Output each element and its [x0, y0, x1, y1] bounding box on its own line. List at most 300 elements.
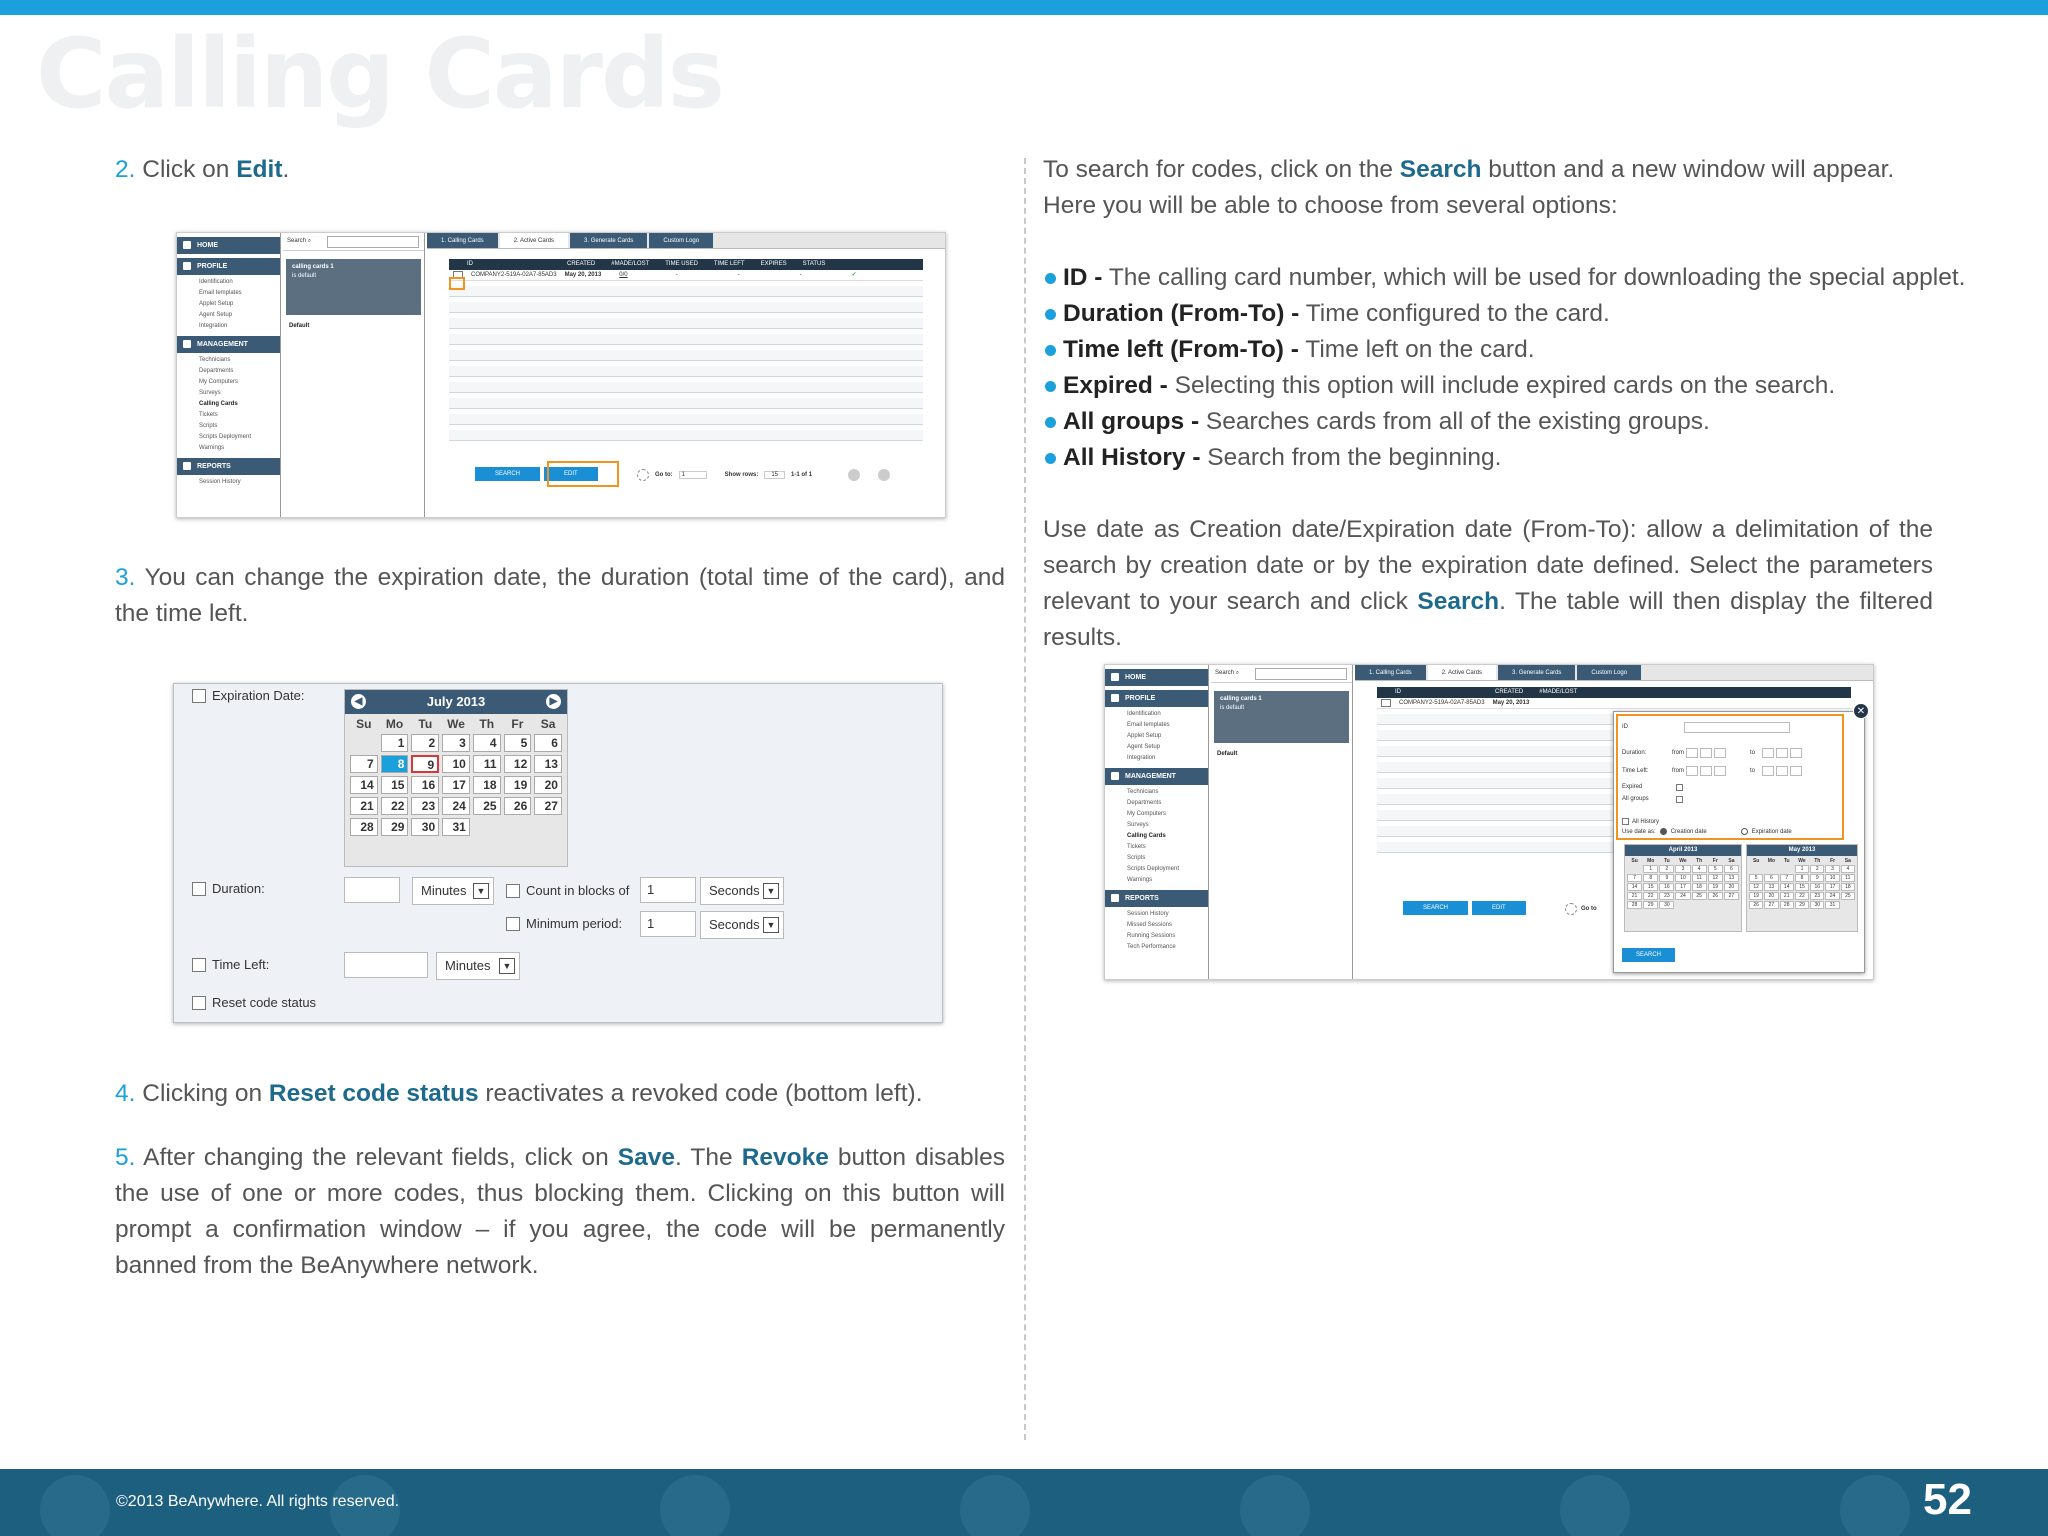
select-value: Minutes: [445, 958, 491, 973]
nav-home[interactable]: HOME: [1105, 669, 1208, 686]
day-cell[interactable]: 7: [350, 755, 378, 773]
day-cell[interactable]: 7: [1780, 874, 1794, 882]
day-cell[interactable]: 10: [1825, 874, 1839, 882]
row-created: May 20, 2013: [1492, 700, 1530, 706]
april-header: April 2013: [1625, 845, 1741, 856]
nav-reports[interactable]: REPORTS: [177, 458, 280, 475]
empty-day: [1627, 865, 1642, 873]
table-row[interactable]: [1377, 698, 1851, 709]
nav-item[interactable]: Scripts: [1127, 855, 1146, 861]
day-cell[interactable]: 9: [1810, 874, 1824, 882]
search-button[interactable]: SEARCH: [1403, 901, 1468, 915]
group-default[interactable]: Default: [289, 323, 310, 329]
day-cell[interactable]: 26: [1749, 901, 1763, 909]
active-cards-screenshot: [176, 232, 946, 518]
day-cell[interactable]: 10: [442, 755, 470, 773]
keyword-edit: Edit: [236, 156, 283, 183]
nav-item[interactable]: Tech Performance: [1127, 944, 1176, 950]
day-cell[interactable]: 5: [1708, 865, 1723, 873]
day-cell[interactable]: 26: [504, 797, 532, 815]
showrows-select[interactable]: 15: [764, 471, 785, 479]
day-cell[interactable]: 13: [1764, 883, 1778, 891]
weekday-label: Su: [356, 717, 372, 731]
may-grid: [1747, 856, 1857, 911]
paragraph-text: To search for codes, click on the: [1043, 156, 1400, 183]
time-left-input[interactable]: [344, 952, 428, 978]
group-name: calling cards 1: [292, 264, 334, 270]
day-cell[interactable]: 1: [381, 734, 409, 752]
day-cell[interactable]: 12: [504, 755, 532, 773]
nav-item[interactable]: My Computers: [199, 379, 239, 385]
nav-item[interactable]: Email templates: [199, 290, 242, 296]
weekday-label: Su: [1752, 858, 1760, 864]
nav-profile[interactable]: PROFILE: [177, 258, 280, 275]
col-created[interactable]: CREATED: [567, 261, 596, 267]
col-id[interactable]: ID: [1395, 689, 1401, 695]
select-value: Minutes: [421, 883, 467, 898]
popup-search-button[interactable]: SEARCH: [1622, 948, 1675, 962]
day-cell[interactable]: 18: [1692, 883, 1707, 891]
day-cell[interactable]: 16: [411, 776, 439, 794]
weekday-label: We: [447, 717, 465, 731]
min-period-checkbox[interactable]: [506, 917, 520, 931]
col-made[interactable]: #MADE/LOST: [611, 261, 650, 267]
option-desc: Search from the beginning.: [1200, 444, 1502, 471]
weekday-label: Mo: [385, 717, 404, 731]
monitor-icon: [1240, 1475, 1310, 1536]
expiration-checkbox[interactable]: [192, 689, 206, 703]
option-desc: Searches cards from all of the existing groups.: [1199, 408, 1710, 435]
keyword-reset-code-status: Reset code status: [268, 1080, 479, 1107]
goto-input[interactable]: 1: [679, 471, 707, 479]
col-used[interactable]: TIME USED: [665, 261, 698, 267]
day-cell[interactable]: 6: [1724, 865, 1739, 873]
use-date-text: [1043, 512, 1933, 656]
day-cell[interactable]: 23: [1659, 892, 1674, 900]
day-grid: [345, 714, 567, 839]
select-value: Seconds: [709, 883, 760, 898]
count-blocks-row: [506, 883, 629, 898]
may-calendar: [1746, 844, 1858, 932]
row-created: May 20, 2013: [564, 272, 602, 278]
day-cell[interactable]: 4: [1692, 865, 1707, 873]
search-intro-text: [1043, 152, 1933, 224]
to-label: to: [1750, 768, 1756, 774]
option-term: Duration (From-To) -: [1063, 300, 1300, 327]
min-period-unit-select[interactable]: [700, 911, 784, 939]
day-cell[interactable]: 15: [1643, 883, 1658, 891]
day-cell[interactable]: 31: [442, 818, 470, 836]
close-icon[interactable]: ✕: [1853, 703, 1869, 719]
tab-active-cards[interactable]: 2. Active Cards: [1428, 665, 1496, 680]
day-cell[interactable]: 14: [1780, 883, 1794, 891]
day-cell[interactable]: 4: [1841, 865, 1855, 873]
day-cell[interactable]: 12: [1749, 883, 1763, 891]
step-3-text: [115, 560, 1005, 632]
empty-day: [1749, 865, 1763, 873]
expired-label: Expired: [1622, 784, 1643, 790]
group-sub: is default: [292, 273, 317, 279]
weekday-label: Fr: [1712, 858, 1718, 864]
pagination: [1565, 903, 1597, 915]
nav-item[interactable]: Running Sessions: [1127, 933, 1176, 939]
weekday-label: Th: [479, 717, 495, 731]
reports-items: [1105, 909, 1208, 953]
reset-checkbox[interactable]: [192, 996, 206, 1010]
prev-month-icon[interactable]: ◀: [351, 694, 366, 709]
pagination: [637, 469, 890, 481]
profile-items: [177, 277, 280, 332]
table-header: [1377, 687, 1851, 698]
app-sidebar: [1105, 665, 1209, 979]
next-month-icon[interactable]: ▶: [546, 694, 561, 709]
nav-item[interactable]: Warnings: [1127, 877, 1153, 883]
tab-calling-cards[interactable]: 1. Calling Cards: [427, 233, 498, 248]
col-id[interactable]: ID: [467, 261, 473, 267]
day-cell[interactable]: 12: [1708, 874, 1723, 882]
day-cell[interactable]: 6: [534, 734, 562, 752]
step-text: Clicking on: [135, 1080, 269, 1107]
weekday-label: Th: [1814, 858, 1821, 864]
chart-icon: [960, 1475, 1030, 1536]
day-cell[interactable]: 24: [1675, 892, 1690, 900]
min-period-input[interactable]: 1: [640, 911, 696, 937]
goto-label: Go to: [1581, 906, 1597, 912]
row-checkbox[interactable]: [1381, 699, 1391, 707]
main-content: [427, 233, 945, 517]
range-text: 1-1 of 1: [791, 472, 813, 478]
next-page-icon[interactable]: [878, 469, 890, 481]
tab-active-cards[interactable]: 2. Active Cards: [500, 233, 568, 248]
day-cell[interactable]: 26: [1708, 892, 1723, 900]
step-number: 3.: [115, 564, 136, 591]
table-row[interactable]: [449, 270, 923, 281]
weekday-label: Sa: [540, 717, 556, 731]
day-cell[interactable]: 21: [1627, 892, 1642, 900]
nav-item[interactable]: Calling Cards: [199, 401, 238, 407]
day-cell[interactable]: 18: [1841, 883, 1855, 891]
day-cell[interactable]: 1: [1795, 865, 1809, 873]
status-check-icon: ✓: [851, 272, 857, 278]
search-input[interactable]: [327, 236, 419, 248]
option-term: All groups -: [1063, 408, 1200, 435]
day-cell[interactable]: 27: [1764, 901, 1778, 909]
tab-generate-cards[interactable]: 3. Generate Cards: [570, 233, 647, 248]
nav-item[interactable]: Tickets: [199, 412, 218, 418]
chevron-down-icon: ▼: [763, 917, 779, 933]
day-cell[interactable]: 8: [381, 755, 409, 773]
row-id: COMPANY2-519A-02A7-85AD3: [1399, 700, 1485, 706]
nav-item[interactable]: Applet Setup: [1127, 733, 1162, 739]
search-icon[interactable]: ⌕: [1235, 670, 1240, 676]
nav-management[interactable]: MANAGEMENT: [177, 336, 280, 353]
duration-row: [192, 881, 265, 896]
group-selected[interactable]: [1214, 691, 1349, 743]
day-cell[interactable]: 8: [1795, 874, 1809, 882]
prev-page-icon[interactable]: [848, 469, 860, 481]
tab-generate-cards[interactable]: 3. Generate Cards: [1498, 665, 1575, 680]
nav-item[interactable]: Calling Cards: [1127, 833, 1166, 839]
day-cell[interactable]: 21: [350, 797, 378, 815]
option-desc: Time left on the card.: [1298, 336, 1535, 363]
day-cell[interactable]: 23: [411, 797, 439, 815]
count-blocks-input[interactable]: 1: [640, 877, 696, 903]
day-cell[interactable]: 17: [442, 776, 470, 794]
duration-label: Duration:: [212, 881, 265, 896]
from-label: from: [1672, 768, 1684, 774]
profile-items: [1105, 709, 1208, 764]
search-input[interactable]: [1255, 668, 1347, 680]
col-expires[interactable]: EXPIRES: [760, 261, 787, 267]
keyword-search: Search: [1417, 588, 1500, 615]
page-footer: [0, 1469, 2048, 1536]
list-item: [1043, 404, 1943, 440]
list-item: [1043, 440, 1943, 476]
day-cell[interactable]: 11: [1692, 874, 1707, 882]
day-cell[interactable]: 19: [1708, 883, 1723, 891]
day-cell[interactable]: 30: [1810, 901, 1824, 909]
clock-icon: [1560, 1475, 1630, 1536]
nav-item[interactable]: Applet Setup: [199, 301, 234, 307]
day-cell[interactable]: 24: [1825, 892, 1839, 900]
day-cell[interactable]: 2: [1810, 865, 1824, 873]
nav-item[interactable]: Surveys: [199, 390, 221, 396]
col-created[interactable]: CREATED: [1495, 689, 1524, 695]
day-cell[interactable]: 3: [442, 734, 470, 752]
nav-item[interactable]: Integration: [1127, 755, 1156, 761]
day-cell[interactable]: 28: [1627, 901, 1642, 909]
day-cell[interactable]: 30: [1659, 901, 1674, 909]
day-cell[interactable]: 13: [1724, 874, 1739, 882]
globe-icon: [660, 1475, 730, 1536]
row-made: 0/0: [619, 272, 628, 278]
weekday-label: Tu: [1783, 858, 1790, 864]
day-cell[interactable]: 10: [1675, 874, 1690, 882]
nav-item[interactable]: Technicians: [199, 357, 231, 363]
step-number: 4.: [115, 1080, 136, 1107]
day-cell[interactable]: 6: [1764, 874, 1778, 882]
weekday-label: Mo: [1647, 858, 1655, 864]
nav-item[interactable]: Email templates: [1127, 722, 1170, 728]
step-2-text: [115, 152, 995, 188]
tab-bar: [427, 233, 945, 249]
search-button[interactable]: SEARCH: [475, 467, 540, 481]
user-icon: [1840, 1475, 1910, 1536]
nav-home[interactable]: HOME: [177, 237, 280, 254]
day-cell[interactable]: 22: [1795, 892, 1809, 900]
nav-profile[interactable]: PROFILE: [1105, 690, 1208, 707]
day-cell[interactable]: 5: [1749, 874, 1763, 882]
nav-item[interactable]: Technicians: [1127, 789, 1159, 795]
nav-item[interactable]: Identification: [199, 279, 233, 285]
weekday-label: Mo: [1767, 858, 1776, 864]
day-cell[interactable]: 9: [411, 755, 439, 773]
nav-item[interactable]: Departments: [1127, 800, 1162, 806]
group-default[interactable]: Default: [1217, 751, 1238, 757]
step-text: button disables the use of one or more codes, thus blocking them. Clicking on this button will prompt a confirmation window – if you agree, the code will be permanently banned from the BeAnywhere network.: [115, 1144, 1005, 1279]
day-cell[interactable]: 14: [350, 776, 378, 794]
april-calendar: [1624, 844, 1742, 932]
edit-highlight: [547, 461, 619, 487]
empty-day: [1764, 865, 1778, 873]
group-search: [283, 233, 424, 251]
group-selected[interactable]: [286, 259, 421, 315]
month-title: July 2013: [426, 694, 486, 709]
nav-item[interactable]: Scripts Deployment: [199, 434, 252, 440]
day-cell[interactable]: 1: [1643, 865, 1658, 873]
day-cell[interactable]: 3: [1825, 865, 1839, 873]
day-cell[interactable]: 25: [1692, 892, 1707, 900]
day-cell[interactable]: 3: [1675, 865, 1690, 873]
loading-icon: [637, 469, 649, 481]
expiration-label: Expiration Date:: [212, 688, 305, 703]
day-cell[interactable]: 14: [1627, 883, 1642, 891]
reset-label: Reset code status: [212, 995, 317, 1010]
day-cell[interactable]: 13: [534, 755, 562, 773]
nav-item[interactable]: Integration: [199, 323, 228, 329]
nav-item[interactable]: Session History: [1127, 911, 1169, 917]
edit-button[interactable]: EDIT: [1472, 901, 1526, 915]
weekday-label: Tu: [1663, 858, 1670, 864]
day-cell[interactable]: 23: [1810, 892, 1824, 900]
day-cell[interactable]: 15: [1795, 883, 1809, 891]
nav-item[interactable]: Scripts Deployment: [1127, 866, 1180, 872]
expiration-row: [192, 688, 305, 703]
duration-unit-select[interactable]: [412, 877, 494, 905]
day-cell[interactable]: 5: [504, 734, 532, 752]
time-left-unit-select[interactable]: [436, 952, 520, 980]
day-cell[interactable]: 11: [1841, 874, 1855, 882]
day-cell[interactable]: 17: [1675, 883, 1690, 891]
day-cell[interactable]: 25: [1841, 892, 1855, 900]
day-cell[interactable]: 19: [504, 776, 532, 794]
day-cell[interactable]: 2: [411, 734, 439, 752]
col-status[interactable]: STATUS: [802, 261, 826, 267]
day-cell[interactable]: 16: [1810, 883, 1824, 891]
edit-button[interactable]: EDIT: [544, 467, 598, 481]
group-sub: is default: [1220, 705, 1245, 711]
keyword-save: Save: [617, 1144, 676, 1171]
col-made[interactable]: #MADE/LOST: [1539, 689, 1578, 695]
day-cell[interactable]: 20: [1764, 892, 1778, 900]
date-picker: [344, 689, 568, 867]
day-cell[interactable]: 16: [1659, 883, 1674, 891]
usedate-label: Use date as:: [1622, 828, 1656, 835]
nav-reports[interactable]: REPORTS: [1105, 890, 1208, 907]
duration-input[interactable]: [344, 877, 400, 903]
day-cell[interactable]: 30: [411, 818, 439, 836]
weekday-label: Th: [1696, 858, 1703, 864]
nav-item[interactable]: Agent Setup: [199, 312, 233, 318]
day-cell[interactable]: 25: [473, 797, 501, 815]
nav-management[interactable]: MANAGEMENT: [1105, 768, 1208, 785]
time-left-checkbox[interactable]: [192, 958, 206, 972]
tab-bar: [1355, 665, 1873, 681]
day-cell[interactable]: 29: [1795, 901, 1809, 909]
day-cell[interactable]: 2: [1659, 865, 1674, 873]
day-cell[interactable]: 29: [1643, 901, 1658, 909]
day-cell[interactable]: 7: [1627, 874, 1642, 882]
search-icon[interactable]: ⌕: [307, 238, 312, 244]
day-cell[interactable]: 15: [381, 776, 409, 794]
nav-item[interactable]: Missed Sessions: [1127, 922, 1173, 928]
nav-item[interactable]: Scripts: [199, 423, 218, 429]
tab-custom-logo[interactable]: Custom Logo: [649, 233, 713, 248]
day-cell[interactable]: 8: [1643, 874, 1658, 882]
management-items: [1105, 787, 1208, 886]
cloud-icon: [40, 1475, 110, 1536]
day-cell[interactable]: 20: [1724, 883, 1739, 891]
nav-item[interactable]: Session History: [199, 479, 241, 485]
count-unit-select[interactable]: [700, 877, 784, 905]
list-item: [1043, 296, 1943, 332]
duration-checkbox[interactable]: [192, 882, 206, 896]
day-cell[interactable]: 27: [534, 797, 562, 815]
to-label: to: [1750, 750, 1756, 756]
day-cell[interactable]: 24: [442, 797, 470, 815]
empty-rows: [1377, 714, 1653, 853]
nav-item[interactable]: Identification: [1127, 711, 1161, 717]
day-cell[interactable]: 9: [1659, 874, 1674, 882]
action-buttons: [1403, 901, 1526, 915]
count-blocks-checkbox[interactable]: [506, 884, 520, 898]
day-cell[interactable]: 27: [1724, 892, 1739, 900]
day-cell[interactable]: 31: [1825, 901, 1839, 909]
day-cell[interactable]: 22: [1643, 892, 1658, 900]
step-text: . The: [675, 1144, 742, 1171]
nav-item[interactable]: My Computers: [1127, 811, 1167, 817]
step-text: After changing the relevant fields, click on: [135, 1144, 618, 1171]
nav-item[interactable]: Tickets: [1127, 844, 1146, 850]
timeleft-label: Time Left:: [1622, 768, 1649, 774]
day-cell[interactable]: 11: [473, 755, 501, 773]
nav-item[interactable]: Agent Setup: [1127, 744, 1161, 750]
option-term: All History -: [1063, 444, 1201, 471]
option-term: ID -: [1063, 264, 1103, 291]
weekday-label: Fr: [1830, 858, 1836, 864]
day-cell[interactable]: 21: [1780, 892, 1794, 900]
day-cell[interactable]: 22: [381, 797, 409, 815]
day-cell[interactable]: 17: [1825, 883, 1839, 891]
option-desc: Selecting this option will include expired cards on the search.: [1167, 372, 1836, 399]
row-expires: -: [799, 272, 802, 278]
day-cell[interactable]: 20: [534, 776, 562, 794]
chevron-down-icon: ▼: [473, 883, 489, 899]
nav-item[interactable]: Surveys: [1127, 822, 1149, 828]
search-options-list: [1043, 260, 1966, 476]
day-cell[interactable]: 28: [350, 818, 378, 836]
showrows-label: Show rows:: [724, 472, 759, 478]
nav-item[interactable]: Departments: [199, 368, 234, 374]
day-cell[interactable]: 19: [1749, 892, 1763, 900]
col-left[interactable]: TIME LEFT: [713, 261, 745, 267]
reset-row: [192, 995, 316, 1010]
day-cell[interactable]: 28: [1780, 901, 1794, 909]
day-cell[interactable]: 18: [473, 776, 501, 794]
option-term: Time left (From-To) -: [1063, 336, 1299, 363]
paragraph-text: Use date as Creation date/Expiration date (From-To): allow a delimitation of the search by creation date or by the expiration date defined. Select the parameters relevant to your search and click: [1043, 516, 1933, 615]
step-text: You can change the expiration date, the duration (total time of the card), and the time left.: [115, 564, 1005, 627]
tab-calling-cards[interactable]: 1. Calling Cards: [1355, 665, 1426, 680]
row-id: COMPANY2-519A-02A7-85AD3: [471, 272, 557, 278]
tab-custom-logo[interactable]: Custom Logo: [1577, 665, 1641, 680]
copyright: ©2013 BeAnywhere. All rights reserved.: [116, 1493, 400, 1510]
time-left-label: Time Left:: [212, 957, 270, 972]
duration-label: Duration:: [1622, 750, 1647, 756]
day-cell[interactable]: 29: [381, 818, 409, 836]
nav-item[interactable]: Warnings: [199, 445, 225, 451]
day-cell[interactable]: 4: [473, 734, 501, 752]
